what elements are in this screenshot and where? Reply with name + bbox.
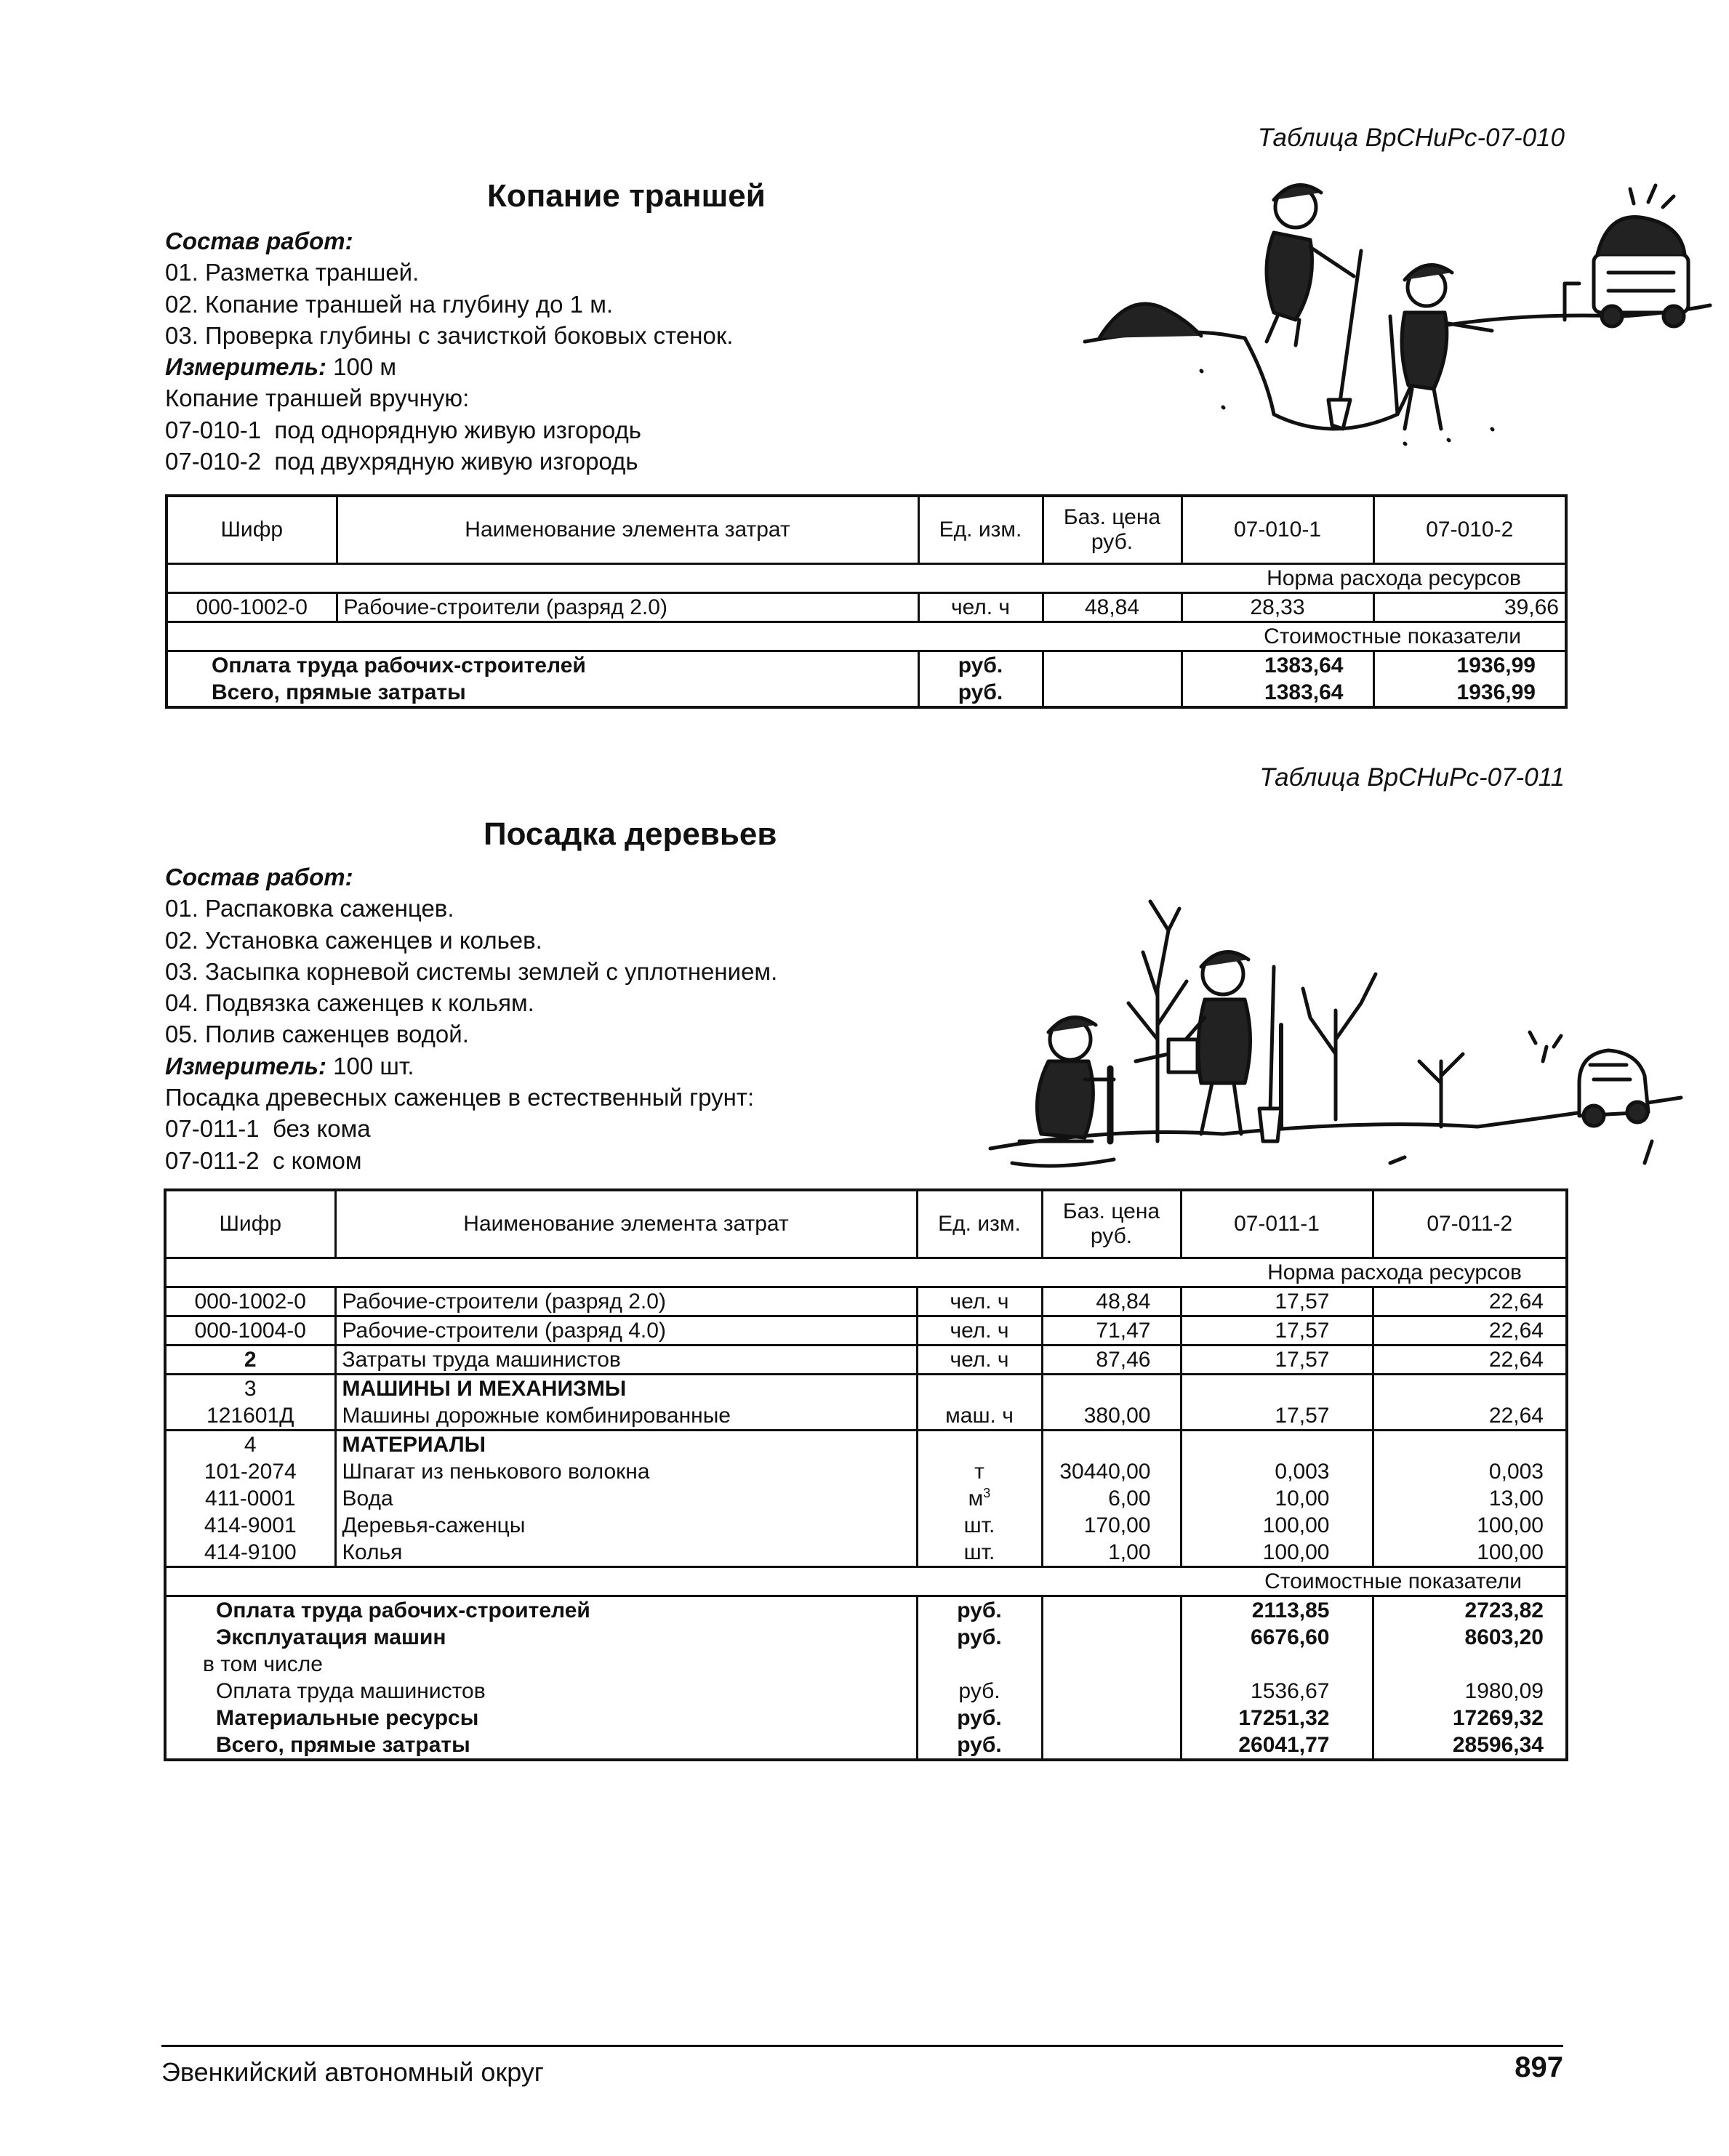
table-header-row [165, 1190, 1567, 1258]
total-variant-2: 28596,34 [1373, 1731, 1567, 1760]
total-name: Эксплуатация машин [216, 1625, 446, 1649]
total-price-empty [1042, 1596, 1181, 1625]
header-code: Шифр [167, 496, 337, 564]
cell-price: 6,00 [1042, 1485, 1181, 1512]
work-composition-label: Состав работ: [165, 228, 353, 254]
cell-name: Вода [335, 1485, 917, 1512]
cell-name: Затраты труда машинистов [335, 1346, 917, 1375]
cell-variant-1: 17,57 [1181, 1287, 1373, 1316]
cell-variant-1: 0,003 [1181, 1458, 1373, 1485]
cell-variant-2: 13,00 [1373, 1485, 1567, 1512]
table-row [165, 1539, 1567, 1567]
page-number: 897 [1515, 2051, 1563, 2083]
meter-value: 100 м [333, 353, 397, 381]
tree-planting-illustration [968, 821, 1696, 1199]
cell-name: МАШИНЫ И МЕХАНИЗМЫ [335, 1375, 917, 1403]
resource-table [165, 494, 1568, 709]
total-price-empty [1042, 1678, 1181, 1705]
cell-code: 121601Д [165, 1402, 335, 1431]
table-reference: Таблица ВрСНиРс-07-010 [1257, 124, 1565, 152]
cell-variant-2: 22,64 [1373, 1287, 1567, 1316]
cell-unit: чел. ч [918, 593, 1043, 622]
total-variant-1: 1536,67 [1181, 1678, 1373, 1705]
cell-price: 170,00 [1042, 1512, 1181, 1539]
cell-price [1042, 1431, 1181, 1459]
variant-item: 07-011-2 с комом [165, 1146, 362, 1174]
total-price-empty [1042, 1731, 1181, 1760]
section-title: Копание траншей [487, 178, 766, 214]
unit-superscript: 3 [983, 1486, 991, 1500]
total-unit: руб. [917, 1624, 1042, 1651]
section-trenching [161, 124, 1565, 705]
cell-code: 4 [165, 1431, 335, 1459]
table-row [167, 593, 1566, 622]
cell-name: Рабочие-строители (разряд 4.0) [335, 1316, 917, 1346]
cell-unit: т [917, 1458, 1042, 1485]
total-price-empty [1042, 1624, 1181, 1651]
resource-table [164, 1188, 1568, 1761]
cell-variant-2: 39,66 [1373, 593, 1566, 622]
variant-item: 07-010-1 под однорядную живую изгородь [165, 416, 641, 443]
total-name: Материальные ресурсы [216, 1706, 479, 1730]
cost-label-row [165, 1567, 1567, 1596]
trench-digging-illustration [1056, 167, 1725, 451]
cell-variant-2: 100,00 [1373, 1512, 1567, 1539]
cell-price: 48,84 [1043, 593, 1182, 622]
total-variant-2 [1373, 1651, 1567, 1678]
cell-unit: шт. [917, 1539, 1042, 1567]
work-item: 02. Копание траншей на глубину до 1 м. [165, 290, 614, 318]
total-name: Всего, прямые затраты [212, 680, 466, 704]
variant-item: 07-011-1 без кома [165, 1115, 371, 1143]
cell-price: 30440,00 [1042, 1458, 1181, 1485]
cell-name: МАТЕРИАЛЫ [335, 1431, 917, 1459]
total-unit: руб. [917, 1731, 1042, 1760]
cell-variant-2: 0,003 [1373, 1458, 1567, 1485]
work-item: 03. Проверка глубины с зачисткой боковых стенок. [165, 321, 734, 349]
header-variant-1: 07-010-1 [1182, 496, 1373, 564]
cell-unit [917, 1375, 1042, 1403]
header-name: Наименование элемента затрат [337, 496, 918, 564]
cell-code: 101-2074 [204, 1460, 297, 1484]
cell-name: Рабочие-строители (разряд 2.0) [337, 593, 918, 622]
norm-label: Норма расхода ресурсов [1267, 1260, 1522, 1284]
work-item: 02. Установка саженцев и кольев. [165, 926, 542, 954]
cell-code: 3 [165, 1375, 335, 1403]
total-name: Оплата труда машинистов [216, 1679, 486, 1703]
cell-unit [917, 1431, 1042, 1459]
cell-variant-2: 100,00 [1373, 1539, 1567, 1567]
group-row [165, 1375, 1567, 1403]
cell-code: 000-1002-0 [167, 593, 337, 622]
cell-variant-1: 17,57 [1181, 1402, 1373, 1431]
total-name: в том числе [203, 1652, 323, 1676]
cell-name: Колья [335, 1539, 917, 1567]
total-row [165, 1624, 1567, 1651]
cell-code: 2 [165, 1346, 335, 1375]
cell-price: 87,46 [1042, 1346, 1181, 1375]
cell-variant-2: 22,64 [1373, 1402, 1567, 1431]
meter-label: Измеритель: [165, 1052, 326, 1079]
norm-label-row [165, 1258, 1567, 1287]
meter-label: Измеритель: [165, 353, 326, 381]
work-description [165, 861, 777, 1176]
table-row [165, 1485, 1567, 1512]
norm-label-row [167, 564, 1566, 593]
table-row [165, 1316, 1567, 1346]
cell-price: 71,47 [1042, 1316, 1181, 1346]
cell-code: 411-0001 [204, 1487, 296, 1511]
total-variant-2: 1936,99 [1373, 651, 1566, 680]
meter-line [165, 351, 733, 382]
total-variant-2: 8603,20 [1373, 1624, 1567, 1651]
cell-variant-2: 22,64 [1373, 1316, 1567, 1346]
footer-region: Эвенкийский автономный округ [161, 2057, 544, 2087]
work-item: 04. Подвязка саженцев к кольям. [165, 989, 534, 1017]
cell-variant-2 [1373, 1431, 1567, 1459]
total-variant-1: 6676,60 [1181, 1624, 1373, 1651]
method-description: Посадка древесных саженцев в естественный грунт: [165, 1084, 755, 1111]
meter-line [165, 1050, 777, 1082]
total-unit: руб. [917, 1678, 1042, 1705]
cost-label-row [167, 622, 1566, 651]
cell-price: 48,84 [1042, 1287, 1181, 1316]
total-variant-2: 1980,09 [1373, 1678, 1567, 1705]
total-unit [917, 1651, 1042, 1678]
table-row [165, 1287, 1567, 1316]
section-title: Посадка деревьев [484, 816, 777, 852]
cell-name: Шпагат из пенькового волокна [335, 1458, 917, 1485]
total-row [167, 679, 1566, 707]
total-unit: руб. [918, 679, 1043, 707]
total-variant-1 [1181, 1651, 1373, 1678]
total-row [165, 1705, 1567, 1731]
cell-variant-2 [1373, 1375, 1567, 1403]
total-name: Оплата труда рабочих-строителей [216, 1598, 590, 1622]
table-row [165, 1402, 1567, 1431]
cell-code: 414-9100 [204, 1540, 297, 1564]
total-unit: руб. [918, 651, 1043, 680]
work-description [165, 225, 733, 477]
header-variant-2: 07-011-2 [1373, 1190, 1567, 1258]
method-description: Копание траншей вручную: [165, 385, 470, 412]
footer-divider [161, 2045, 1563, 2047]
cell-variant-1: 17,57 [1181, 1346, 1373, 1375]
total-variant-1: 26041,77 [1181, 1731, 1373, 1760]
table-header-row [167, 496, 1566, 564]
cell-price: 380,00 [1042, 1402, 1181, 1431]
work-item: 05. Полив саженцев водой. [165, 1021, 469, 1048]
total-variant-1: 17251,32 [1181, 1705, 1373, 1731]
cell-price: 1,00 [1042, 1539, 1181, 1567]
work-composition-label: Состав работ: [165, 864, 353, 890]
total-variant-1: 1383,64 [1182, 651, 1373, 680]
total-variant-1: 2113,85 [1181, 1596, 1373, 1625]
meter-value: 100 шт. [333, 1052, 414, 1079]
total-variant-2: 1936,99 [1373, 679, 1566, 707]
cell-variant-1: 28,33 [1182, 593, 1373, 622]
header-variant-1: 07-011-1 [1181, 1190, 1373, 1258]
table-row [165, 1512, 1567, 1539]
cell-name: Рабочие-строители (разряд 2.0) [335, 1287, 917, 1316]
total-variant-1: 1383,64 [1182, 679, 1373, 707]
cell-unit: $м^3$ [917, 1485, 1042, 1512]
work-item: 01. Распаковка саженцев. [165, 895, 454, 922]
cell-code: 000-1002-0 [165, 1287, 335, 1316]
cell-name: Машины дорожные комбинированные [335, 1402, 917, 1431]
total-variant-2: 2723,82 [1373, 1596, 1567, 1625]
total-unit: руб. [917, 1705, 1042, 1731]
cell-variant-1 [1181, 1431, 1373, 1459]
header-price: Баз. цена руб. [1043, 496, 1182, 564]
header-variant-2: 07-010-2 [1373, 496, 1566, 564]
cell-unit: шт. [917, 1512, 1042, 1539]
cell-price [1042, 1375, 1181, 1403]
cell-variant-1 [1181, 1375, 1373, 1403]
header-name: Наименование элемента затрат [335, 1190, 917, 1258]
cell-unit: маш. ч [917, 1402, 1042, 1431]
cell-variant-1: 100,00 [1181, 1512, 1373, 1539]
cell-name: Деревья-саженцы [335, 1512, 917, 1539]
group-row [165, 1431, 1567, 1459]
work-item: 03. Засыпка корневой системы землей с уплотнением. [165, 957, 778, 985]
total-row [165, 1678, 1567, 1705]
cell-code: 414-9001 [204, 1513, 297, 1537]
cell-variant-1: 17,57 [1181, 1316, 1373, 1346]
section-tree-planting [161, 763, 1565, 1781]
variant-item: 07-010-2 под двухрядную живую изгородь [165, 448, 638, 475]
header-unit: Ед. изм. [917, 1190, 1042, 1258]
work-item: 01. Разметка траншей. [165, 259, 420, 286]
total-row [167, 651, 1566, 680]
total-row [165, 1651, 1567, 1678]
total-row [165, 1731, 1567, 1760]
cell-unit: чел. ч [917, 1316, 1042, 1346]
table-row [165, 1346, 1567, 1375]
total-name: Оплата труда рабочих-строителей [212, 653, 586, 677]
total-unit: руб. [917, 1596, 1042, 1625]
total-name: Всего, прямые затраты [216, 1733, 470, 1757]
cell-unit: чел. ч [917, 1287, 1042, 1316]
total-variant-2: 17269,32 [1373, 1705, 1567, 1731]
header-code: Шифр [165, 1190, 335, 1258]
header-unit: Ед. изм. [918, 496, 1043, 564]
norm-label: Норма расхода ресурсов [167, 564, 1566, 593]
cell-variant-1: 100,00 [1181, 1539, 1373, 1567]
cell-code: 000-1004-0 [165, 1316, 335, 1346]
cell-variant-1: 10,00 [1181, 1485, 1373, 1512]
table-row [165, 1458, 1567, 1485]
header-price: Баз. цена руб. [1042, 1190, 1181, 1258]
cost-label: Стоимостные показатели [167, 622, 1566, 651]
cell-unit: чел. ч [917, 1346, 1042, 1375]
cell-variant-2: 22,64 [1373, 1346, 1567, 1375]
total-price-empty [1042, 1705, 1181, 1731]
cost-label: Стоимостные показатели [165, 1567, 1567, 1596]
total-price-empty [1042, 1651, 1181, 1678]
table-reference: Таблица ВрСНиРс-07-011 [1259, 763, 1565, 792]
total-row [165, 1596, 1567, 1625]
